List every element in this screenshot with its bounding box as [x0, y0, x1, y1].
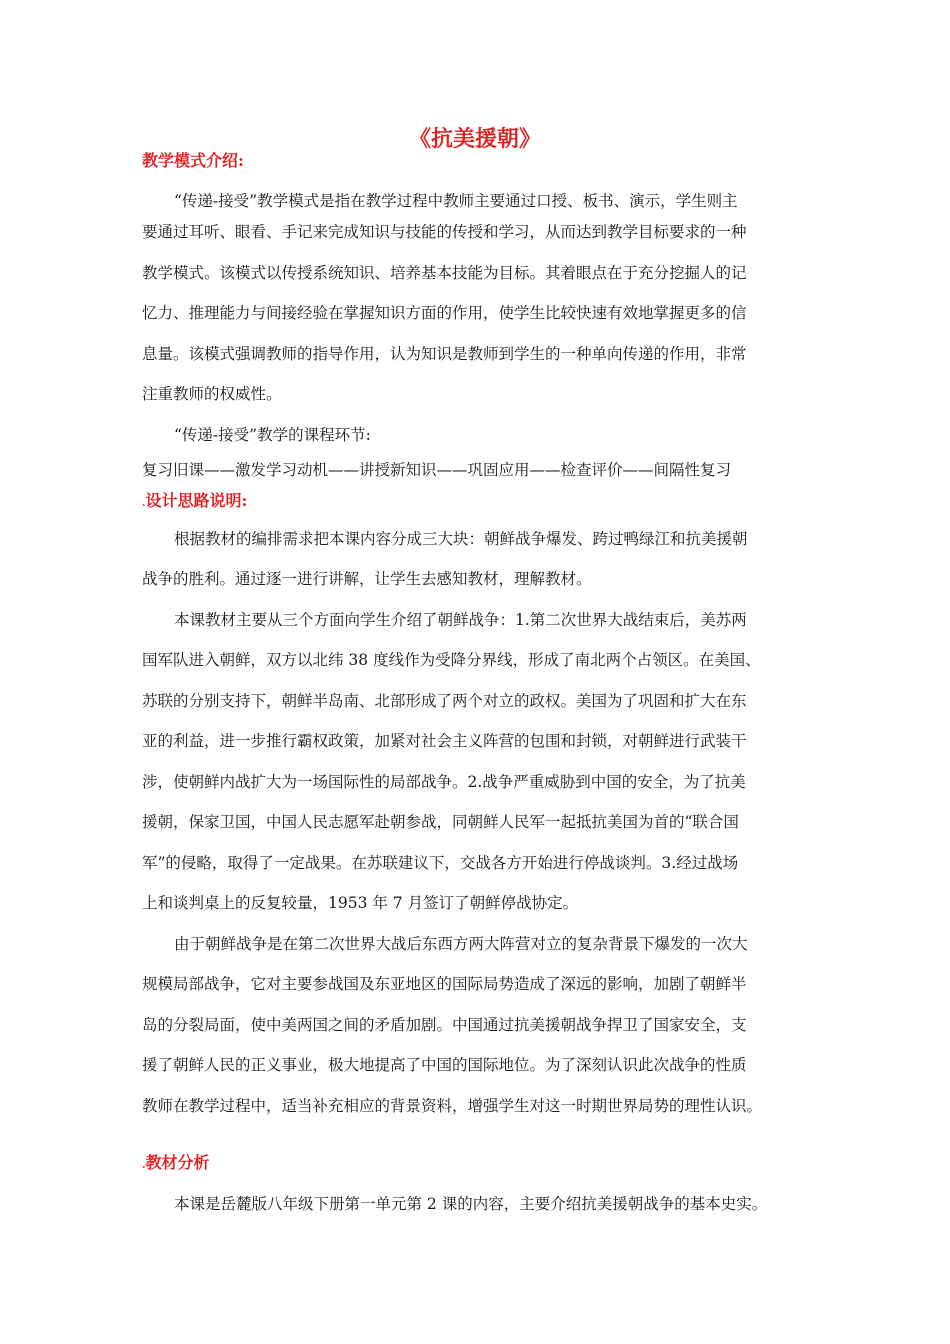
- red-dot-marker: .: [142, 498, 146, 509]
- paragraph-line: 援了朝鲜人民的正义事业，极大地提高了中国的国际地位。为了深刻认识此次战争的性质: [142, 1056, 747, 1074]
- paragraph-line: “传递-接受”教学的课程环节:: [174, 426, 371, 444]
- document-title: 《抗美援朝》: [408, 126, 541, 152]
- paragraph-line: 由于朝鲜战争是在第二次世界大战后东西方两大阵营对立的复杂背景下爆发的一次大: [174, 935, 748, 953]
- paragraph-line: 战争的胜利。通过逐一进行讲解，让学生去感知教材，理解教材。: [142, 570, 592, 588]
- paragraph-line: 要通过耳听、眼看、手记来完成知识与技能的传授和学习，从而达到教学目标要求的一种: [142, 223, 747, 241]
- paragraph-line: 援朝，保家卫国，中国人民志愿军赴朝参战，同朝鲜人民军一起抵抗美国为首的“联合国: [142, 813, 739, 831]
- paragraph-line: “传递-接受”教学模式是指在教学过程中教师主要通过口授、板书、演示，学生则主: [174, 192, 738, 210]
- paragraph-line: 注重教师的权威性。: [142, 385, 282, 403]
- paragraph-line: 涉，使朝鲜内战扩大为一场国际性的局部战争。2.战争严重威胁到中国的安全，为了抗美: [142, 773, 746, 791]
- section-heading-teaching-mode: 教学模式介绍:: [142, 151, 244, 170]
- paragraph-line: 根据教材的编排需求把本课内容分成三大块：朝鲜战争爆发、跨过鸭绿江和抗美援朝: [174, 530, 748, 548]
- paragraph-line: 上和谈判桌上的反复较量，1953 年 7 月签订了朝鲜停战协定。: [142, 894, 579, 912]
- paragraph-line: 军”的侵略，取得了一定战果。在苏联建议下，交战各方开始进行停战谈判。3.经过战场: [142, 854, 739, 872]
- paragraph-line: 本课是岳麓版八年级下册第一单元第 2 课的内容，主要介绍抗美援朝战争的基本史实。: [174, 1195, 768, 1213]
- red-dot-marker: .: [142, 1160, 146, 1171]
- paragraph-line: 规模局部战争，它对主要参战国及东亚地区的国际局势造成了深远的影响，加剧了朝鲜半: [142, 975, 747, 993]
- section-heading-textbook-analysis: [142, 1152, 210, 1177]
- paragraph-line: 国军队进入朝鲜，双方以北纬 38 度线作为受降分界线，形成了南北两个占领区。在美国、: [142, 651, 761, 669]
- section-heading-text: 教材分析: [145, 1153, 210, 1172]
- paragraph-line: 息量。该模式强调教师的指导作用，认为知识是教师到学生的一种单向传递的作用，非常: [142, 345, 747, 363]
- section-heading-design-ideas: [142, 490, 247, 515]
- paragraph-line: 苏联的分别支持下，朝鲜半岛南、北部形成了两个对立的政权。美国为了巩固和扩大在东: [142, 692, 747, 710]
- paragraph-line: 亚的利益，进一步推行霸权政策，加紧对社会主义阵营的包围和封锁，对朝鲜进行武装干: [142, 732, 747, 750]
- paragraph-line: 教学模式。该模式以传授系统知识、培养基本技能为目标。其着眼点在于充分挖掘人的记: [142, 264, 747, 282]
- paragraph-line: 岛的分裂局面，使中美两国之间的矛盾加剧。中国通过抗美援朝战争捍卫了国家安全，支: [142, 1016, 747, 1034]
- paragraph-line: 忆力、推理能力与间接经验在掌握知识方面的作用，使学生比较快速有效地掌握更多的信: [142, 304, 747, 322]
- paragraph-line: 本课教材主要从三个方面向学生介绍了朝鲜战争：1.第二次世界大战结束后，美苏两: [174, 611, 747, 629]
- section-heading-text: 设计思路说明:: [145, 491, 248, 510]
- paragraph-line: 教师在教学过程中，适当补充相应的背景资料，增强学生对这一时期世界局势的理性认识。: [142, 1097, 763, 1115]
- course-flow-line: 复习旧课——激发学习动机——讲授新知识——巩固应用——检查评价——间隔性复习: [142, 461, 732, 479]
